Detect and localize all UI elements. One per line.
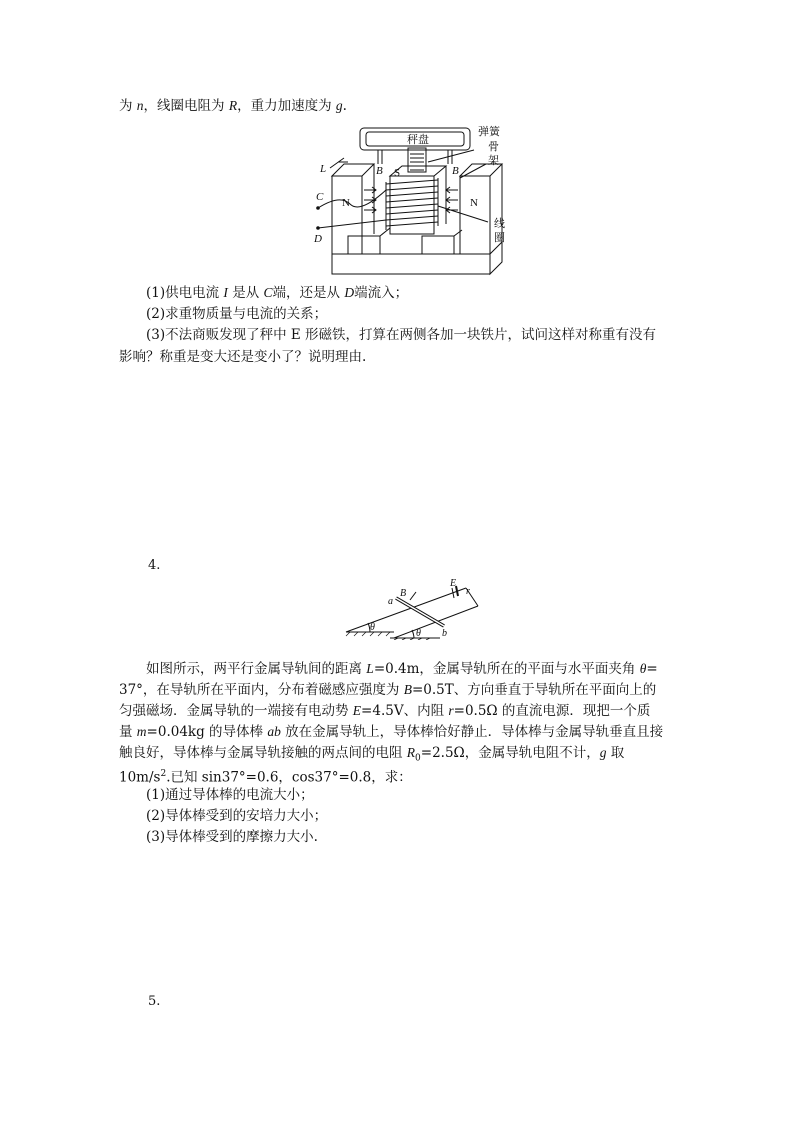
q3-item-1 <box>146 284 408 302</box>
q4-line-6 <box>119 765 412 787</box>
spring-label: 弹簧 <box>478 126 500 138</box>
subscript-0: 0 <box>415 753 421 764</box>
var-n: n <box>136 98 144 113</box>
frame-label-1: 骨 <box>488 141 499 153</box>
label-theta-1: θ <box>370 622 375 633</box>
q4-line-3 <box>119 702 650 720</box>
var-L: L <box>366 661 374 676</box>
text-run: 37°，在导轨所在平面内，分布着磁感应强度为 <box>119 682 404 698</box>
label-B-left: B <box>376 165 383 177</box>
frame-label-2: 架 <box>488 155 499 167</box>
label-b: b <box>442 628 447 639</box>
var-r: r <box>448 703 454 718</box>
text-run: = <box>646 661 658 677</box>
label-N-left: N <box>342 197 350 209</box>
text-run: =2.5Ω，金属导轨电阻不计， <box>420 745 600 761</box>
q4-item-3: (3)导体棒受到的摩擦力大小. <box>146 829 318 845</box>
pan-label: 秤盘 <box>407 134 429 146</box>
q4-item-1: (1)通过导体棒的电流大小； <box>146 787 314 803</box>
text-run: 端，还是从 <box>272 285 345 301</box>
label-B-right: B <box>452 165 459 177</box>
label-a: a <box>388 596 393 607</box>
label-C: C <box>316 191 324 203</box>
question-number-5: 5. <box>148 994 161 1009</box>
text-run: 取 <box>606 745 625 761</box>
q3-item-3-line2: 影响？称重是变大还是变小了？说明理由. <box>119 349 367 365</box>
label-S: S <box>394 167 401 179</box>
label-N-right: N <box>470 197 478 209</box>
var-R: R <box>228 98 238 113</box>
incline-rails-figure <box>344 578 484 640</box>
var-ab: ab <box>267 724 281 739</box>
intro-line <box>119 97 347 115</box>
var-D: D <box>344 285 355 300</box>
text-run: 10m/s <box>119 769 161 786</box>
q4-item-2: (2)导体棒受到的安培力大小； <box>146 808 328 824</box>
var-E: E <box>352 703 362 718</box>
text-run: 匀强磁场．金属导轨的一端接有电动势 <box>119 703 353 719</box>
q4-line-2 <box>119 681 656 699</box>
coil-windings <box>386 180 438 226</box>
q4-line-1 <box>146 660 658 678</box>
lead-D <box>318 220 386 228</box>
text-run: =0.4m，金属导轨所在的平面与水平面夹角 <box>373 661 640 677</box>
text-run: 如图所示，两平行金属导轨间的距离 <box>146 661 367 677</box>
text-run: =4.5V、内阻 <box>361 703 449 719</box>
text-run: .已知 sin37°=0.6，cos37°=0.8，求： <box>166 769 412 786</box>
text-run: 为 <box>119 98 137 114</box>
question-number-4: 4. <box>148 558 161 573</box>
label-B: B <box>400 588 407 599</box>
label-L: L <box>320 163 327 175</box>
coil-label-2: 圈 <box>494 232 505 244</box>
label-D: D <box>314 233 322 245</box>
var-I: I <box>223 285 228 300</box>
var-g: g <box>599 745 607 760</box>
label-E: E <box>450 578 457 589</box>
q4-line-4 <box>119 723 663 741</box>
text-run: ，线圈电阻为 <box>143 98 229 114</box>
text-run: =0.5T、方向垂直于导轨所在平面向上的 <box>411 682 657 698</box>
label-r: r <box>466 586 470 597</box>
var-g: g <box>335 98 343 113</box>
text-run: =0.5Ω 的直流电源．现把一个质 <box>453 703 651 719</box>
text-run: 端流入； <box>354 285 409 301</box>
var-m: m <box>136 724 147 739</box>
var-R0: R <box>406 745 416 760</box>
label-theta-2: θ <box>416 628 421 639</box>
scale-figure <box>310 124 520 282</box>
q3-item-2: (2)求重物质量与电流的关系； <box>146 306 328 322</box>
var-B: B <box>403 682 412 697</box>
q3-item-3-line1: (3)不法商贩发现了秤中 E 形磁铁，打算在两侧各加一块铁片，试问这样对称重有没有 <box>146 327 657 343</box>
text-run: 量 <box>119 724 137 740</box>
text-run: (1)供电电流 <box>146 285 224 301</box>
text-run: . <box>342 98 347 114</box>
text-run: 是从 <box>227 285 264 301</box>
text-run: ，重力加速度为 <box>237 98 336 114</box>
text-run: 放在金属导轨上，导体棒恰好静止．导体棒与金属导轨垂直且接 <box>280 724 664 740</box>
text-run: 触良好，导体棒与金属导轨接触的两点间的电阻 <box>119 745 407 761</box>
spring-icon <box>410 150 424 170</box>
lead-C <box>318 190 386 208</box>
coil-label-1: 线 <box>494 218 505 230</box>
text-run: =0.04kg 的导体棒 <box>146 724 268 740</box>
superscript-2: 2 <box>160 769 167 779</box>
var-C: C <box>263 285 273 300</box>
var-theta: θ <box>639 661 647 676</box>
